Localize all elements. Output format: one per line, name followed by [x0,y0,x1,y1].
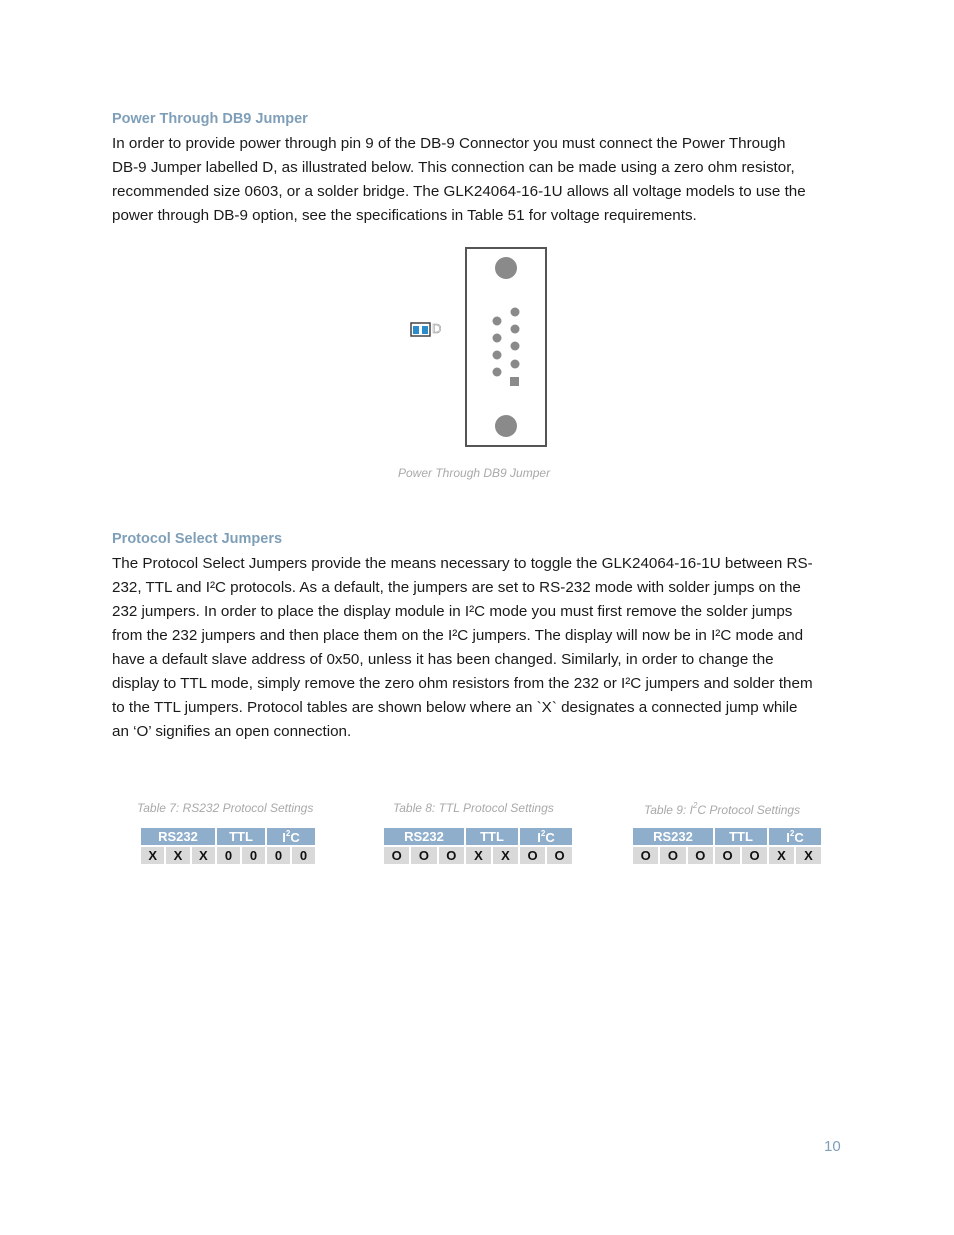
pin-hole [493,368,502,377]
paragraph-line: an ‘O’ signifies an open connection. [112,723,352,740]
rs232-protocol-table [139,826,317,866]
jumper-cell: O [411,847,436,864]
pin-1-square [510,377,519,386]
protocol-select-paragraph [112,552,842,744]
power-db9-paragraph [112,132,842,228]
jumper-cell: O [633,847,658,864]
paragraph-line: display to TTL mode, simply remove the zero ohm resistors from the 232 or I²C jumpers and solder them [112,675,813,692]
jumper-cell: 0 [242,847,265,864]
header-ttl: TTL [466,828,518,845]
header-rs232: RS232 [633,828,713,845]
jumper-pad-left [413,326,419,334]
mounting-hole-top [495,257,517,279]
db9-connector-diagram [400,240,560,455]
jumper-cell: X [466,847,491,864]
paragraph-line: The Protocol Select Jumpers provide the means necessary to toggle the GLK24064-16-1U between RS- [112,555,813,572]
paragraph-line: recommended size 0603, or a solder bridge. The GLK24064-16-1U allows all voltage models to use the [112,183,806,200]
mounting-hole-bottom [495,415,517,437]
jumper-cell: X [166,847,189,864]
jumper-cell: O [688,847,713,864]
jumper-cell: X [493,847,518,864]
jumper-cell: O [742,847,767,864]
jumper-cell: X [796,847,821,864]
jumper-cell: O [660,847,685,864]
paragraph-line: have a default slave address of 0x50, unless it has been changed. Similarly, in order to change the [112,651,774,668]
paragraph-line: DB-9 Jumper labelled D, as illustrated below. This connection can be made using a zero ohm resistor, [112,159,795,176]
pin-hole [511,325,520,334]
table-9-caption: Table 9: $I^2C$ Protocol Settings [644,801,801,817]
paragraph-line: power through DB-9 option, see the specifications in Table 51 for voltage requirements. [112,207,697,224]
jumper-cell: 0 [292,847,315,864]
header-rs232: RS232 [141,828,215,845]
pin-hole [511,308,520,317]
jumper-cell: O [384,847,409,864]
pin-hole [511,342,520,351]
figure-caption: Power Through DB9 Jumper [398,466,551,480]
header-i2c: $I^2C$ [520,828,572,845]
pin-hole [493,334,502,343]
jumper-cell: 0 [267,847,290,864]
paragraph-line: 232 jumpers. In order to place the display module in I²C mode you must first remove the solder jumps [112,603,793,620]
jumper-cell: O [439,847,464,864]
i2c-protocol-table [631,826,823,866]
section-heading-protocol-select: Protocol Select Jumpers [112,531,283,547]
pin-hole [493,351,502,360]
header-ttl: TTL [715,828,767,845]
jumper-cell: O [520,847,545,864]
header-i2c: $I^2C$ [267,828,315,845]
jumper-cell: X [192,847,215,864]
jumper-cell: 0 [217,847,240,864]
header-ttl: TTL [217,828,265,845]
header-rs232: RS232 [384,828,464,845]
jumper-pad-right [422,326,428,334]
table-8-caption: Table 8: TTL Protocol Settings [393,801,554,815]
pin-hole [511,360,520,369]
pin-hole [493,317,502,326]
paragraph-line: to the TTL jumpers. Protocol tables are shown below where an `X` designates a connected jump while [112,699,798,716]
jumper-cell: X [141,847,164,864]
jumper-label: D [432,321,442,336]
paragraph-line: In order to provide power through pin 9 of the DB-9 Connector you must connect the Power Through [112,135,786,152]
jumper-cell: O [715,847,740,864]
ttl-protocol-table [382,826,574,866]
jumper-cell: X [769,847,794,864]
paragraph-line: 232, TTL and I²C protocols. As a default, the jumpers are set to RS-232 mode with solder jumps on the [112,579,801,596]
jumper-cell: O [547,847,572,864]
db9-jumper-figure [400,240,560,460]
page-number: 10 [824,1138,841,1155]
paragraph-line: from the 232 jumpers and then place them on the I²C jumpers. The display will now be in I²C mode and [112,627,804,644]
table-7-caption: Table 7: RS232 Protocol Settings [137,801,314,815]
section-heading-power-db9: Power Through DB9 Jumper [112,111,308,127]
header-i2c: $I^2C$ [769,828,821,845]
